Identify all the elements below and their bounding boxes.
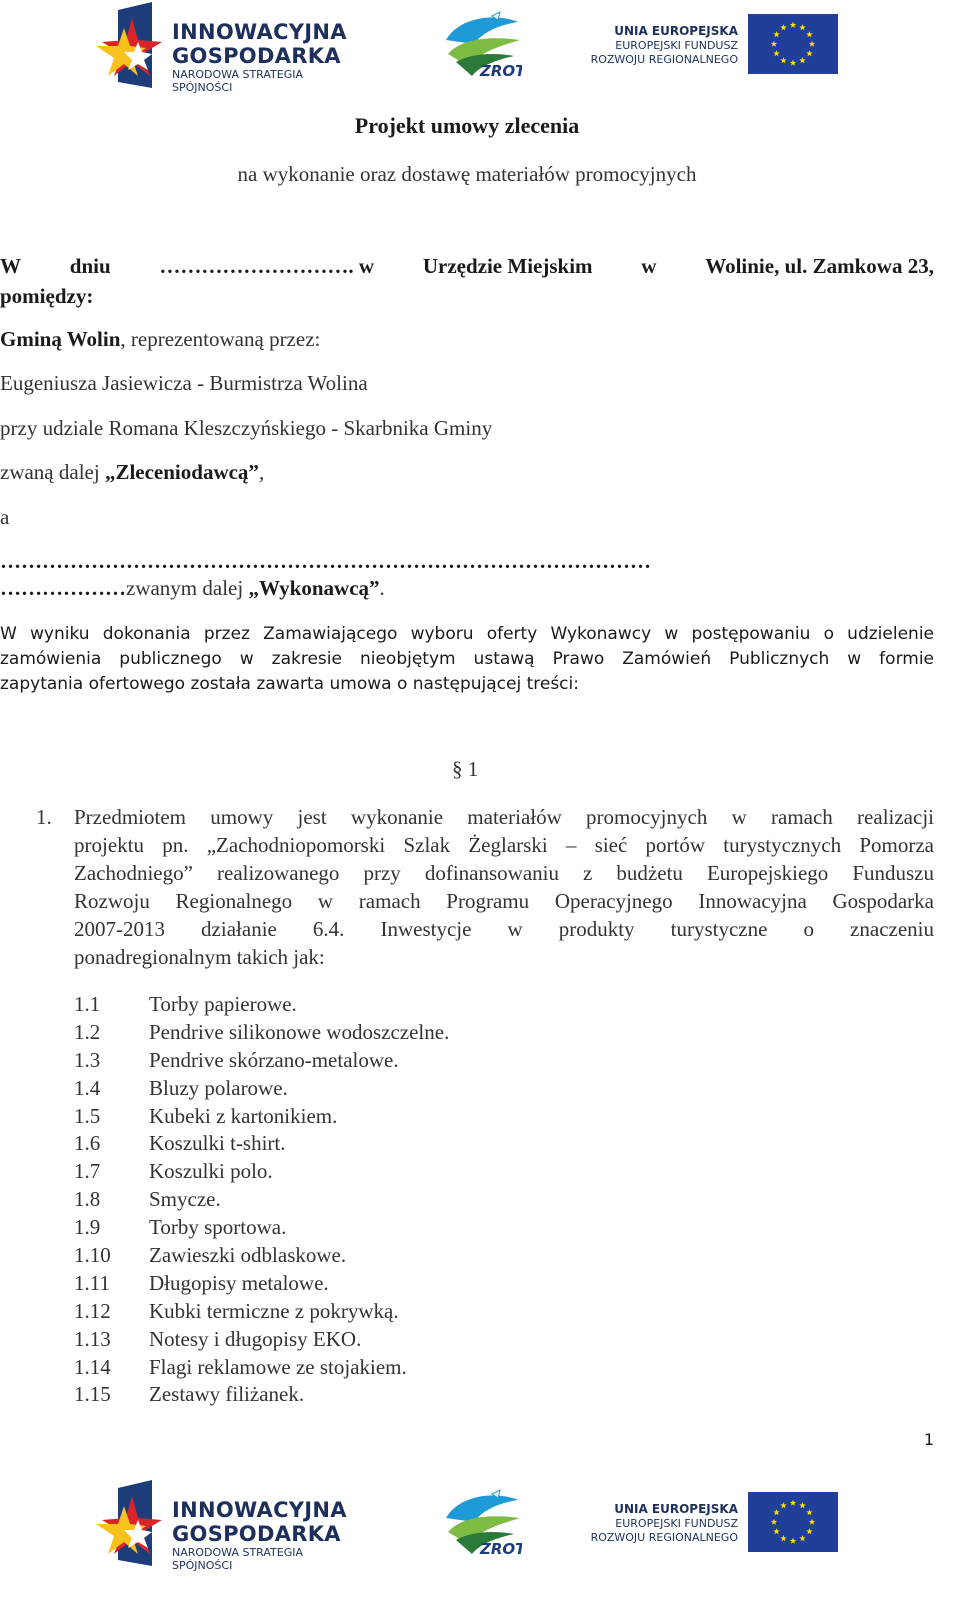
eu-line3-text: ROZWOJU REGIONALNEGO [590, 1531, 738, 1544]
date-dniu: dniu [69, 254, 111, 278]
list-item-number: 1.8 [74, 1187, 101, 1212]
zrot-logo [444, 10, 522, 80]
list-item-text: Torby papierowe. [149, 992, 297, 1016]
wykonawca-term: „Wykonawcą” [248, 576, 380, 600]
list-item-number: 1.3 [74, 1047, 101, 1072]
zwana-prefix: zwaną dalej [0, 460, 105, 484]
date-dots: ………………………. w [159, 254, 375, 278]
date-w: W [0, 254, 21, 278]
innowacyjna-text: INNOWACYJNA [172, 20, 347, 44]
pomiedzy-text: pomiędzy: [0, 284, 94, 308]
strategia-text: NARODOWA STRATEGIA SPÓJNOŚCI [172, 68, 304, 94]
intro-line-1: W wyniku dokonania przez Zamawiającego wyboru oferty Wykonawcy w postępowaniu o udzielenie [0, 624, 934, 644]
list-item [74, 992, 449, 1020]
unia-europejska-logo-footer [588, 1490, 838, 1554]
list-item [74, 1382, 449, 1410]
zrot-emblem-icon [444, 10, 522, 80]
wykonawca-line [0, 576, 385, 601]
wykonawca-prefix: zwanym dalej [126, 576, 249, 600]
list-item-number: 1.10 [74, 1243, 111, 1268]
point-number: 1. [36, 805, 52, 829]
burmistrz-line: Eugeniusza Jasiewicza - Burmistrza Wolina [0, 371, 368, 395]
eu-line2-text: EUROPEJSKI FUNDUSZ [615, 1517, 738, 1530]
list-item [74, 1215, 449, 1243]
eu-line1-text: UNIA EUROPEJSKA [614, 24, 738, 38]
list-item [74, 1327, 449, 1355]
innowacyjna-gospodarka-logo-footer [96, 1478, 366, 1570]
eu-line1-text: UNIA EUROPEJSKA [614, 1502, 738, 1516]
wykonawca-suffix: . [379, 576, 385, 600]
eu-line2-text: EUROPEJSKI FUNDUSZ [615, 39, 738, 52]
point-line-3: Zachodniego” realizowanego przy dofinansowaniu z budżetu Europejskiego Funduszu [74, 861, 934, 885]
zrot-emblem-icon [444, 1488, 522, 1558]
list-item-text: Kubki termiczne z pokrywką. [149, 1298, 399, 1323]
list-item [74, 1271, 449, 1299]
date-w2: w [641, 254, 657, 278]
date-urzedzie: Urzędzie Miejskim [422, 254, 593, 278]
page-number: 1 [923, 1430, 934, 1449]
wykonawca-dots: ……………… [0, 576, 126, 600]
footer-logo-bar [0, 1478, 960, 1570]
wykonawca-dots-line: ………………………………………………………………………………… [0, 549, 651, 573]
list-item-number: 1.2 [74, 1019, 101, 1044]
zwana-suffix: , [258, 460, 265, 484]
document-title: Projekt umowy zlecenia [354, 113, 580, 138]
list-item-text: Pendrive silikonowe wodoszczelne. [149, 1019, 450, 1044]
gospodarka-text: GOSPODARKA [172, 44, 341, 68]
innowacyjna-gospodarka-emblem-icon [96, 2, 168, 92]
zleceniodawca-line [0, 460, 264, 485]
list-item-number: 1.12 [74, 1298, 111, 1323]
list-item-number: 1.6 [74, 1131, 101, 1156]
innowacyjna-gospodarka-logo [96, 0, 366, 92]
list-item-text: Zestawy filiżanek. [149, 1382, 305, 1407]
items-list [74, 992, 449, 1410]
list-item-number: 1.11 [74, 1270, 110, 1295]
point-line-6: ponadregionalnym takich jak: [74, 945, 325, 969]
strategia-text: NARODOWA STRATEGIA SPÓJNOŚCI [172, 1546, 304, 1572]
zleceniodawca-term: „Zleceniodawcą” [104, 460, 259, 484]
eu-flag-icon [748, 1492, 838, 1552]
list-item-text: Długopisy metalowe. [149, 1270, 329, 1295]
list-item [74, 1048, 449, 1076]
zrot-text: ZROT [480, 62, 522, 80]
date-address: Wolinie, ul. Zamkowa 23, [705, 254, 934, 278]
list-item-text: Smycze. [149, 1187, 221, 1212]
zrot-text: ZROT [480, 1540, 522, 1558]
list-item-number: 1.5 [74, 1103, 101, 1128]
list-item [74, 1020, 449, 1048]
zrot-logo-footer [444, 1488, 522, 1558]
gmina-rest: , reprezentowaną przez: [120, 327, 321, 351]
conjunction-a: a [0, 505, 10, 529]
list-item-number: 1.14 [74, 1354, 111, 1379]
list-item-text: Flagi reklamowe ze stojakiem. [149, 1354, 407, 1379]
list-item-text: Bluzy polarowe. [149, 1075, 288, 1100]
list-item [74, 1187, 449, 1215]
point-line-4: Rozwoju Regionalnego w ramach Programu Operacyjnego Innowacyjna Gospodarka [74, 889, 934, 913]
gmina-line [0, 327, 320, 352]
intro-paragraph [0, 622, 934, 697]
intro-line-2: zamówienia publicznego w zakresie nieobjętym ustawą Prawo Zamówień Publicznych w formie [0, 649, 934, 669]
header-logo-bar [0, 0, 960, 92]
date-line [0, 254, 934, 279]
point-line-2: projektu pn. „Zachodniopomorski Szlak Żeglarski – sieć portów turystycznych Pomorza [74, 833, 934, 857]
intro-line-3: zapytania ofertowego została zawarta umowa o następującej treści: [0, 674, 579, 694]
list-item-text: Koszulki polo. [149, 1159, 273, 1184]
list-item-number: 1.7 [74, 1159, 101, 1184]
gmina-name: Gminą Wolin [0, 327, 121, 351]
list-item [74, 1131, 449, 1159]
list-item-text: Torby sportowa. [149, 1215, 287, 1240]
list-item [74, 1355, 449, 1383]
section-heading: § 1 [452, 757, 479, 781]
list-item [74, 1299, 449, 1327]
list-item-number: 1.1 [74, 992, 101, 1016]
list-item-text: Zawieszki odblaskowe. [149, 1243, 347, 1268]
gospodarka-text: GOSPODARKA [172, 1522, 341, 1546]
list-item-number: 1.13 [74, 1326, 111, 1351]
eu-flag-icon [748, 14, 838, 74]
eu-line3-text: ROZWOJU REGIONALNEGO [590, 53, 738, 66]
list-item [74, 1076, 449, 1104]
list-item-number: 1.15 [74, 1382, 111, 1407]
list-item [74, 1243, 449, 1271]
list-item-text: Koszulki t-shirt. [149, 1131, 286, 1156]
document-subtitle: na wykonanie oraz dostawę materiałów promocyjnych [237, 162, 697, 186]
list-item [74, 1104, 449, 1132]
list-item-number: 1.4 [74, 1075, 101, 1100]
skarbnik-line: przy udziale Romana Kleszczyńskiego - Skarbnika Gminy [0, 416, 493, 440]
list-item-text: Pendrive skórzano-metalowe. [149, 1047, 399, 1072]
innowacyjna-gospodarka-emblem-icon [96, 1480, 168, 1570]
list-item [74, 1159, 449, 1187]
unia-europejska-logo [588, 12, 838, 76]
point-line-1: Przedmiotem umowy jest wykonanie materiałów promocyjnych w ramach realizacji [74, 805, 934, 829]
list-item-text: Kubeki z kartonikiem. [149, 1103, 338, 1128]
list-item-number: 1.9 [74, 1215, 101, 1240]
list-item-text: Notesy i długopisy EKO. [149, 1326, 362, 1351]
innowacyjna-text: INNOWACYJNA [172, 1498, 347, 1522]
point-line-5: 2007-2013 działanie 6.4. Inwestycje w produkty turystyczne o znaczeniu [74, 917, 934, 941]
